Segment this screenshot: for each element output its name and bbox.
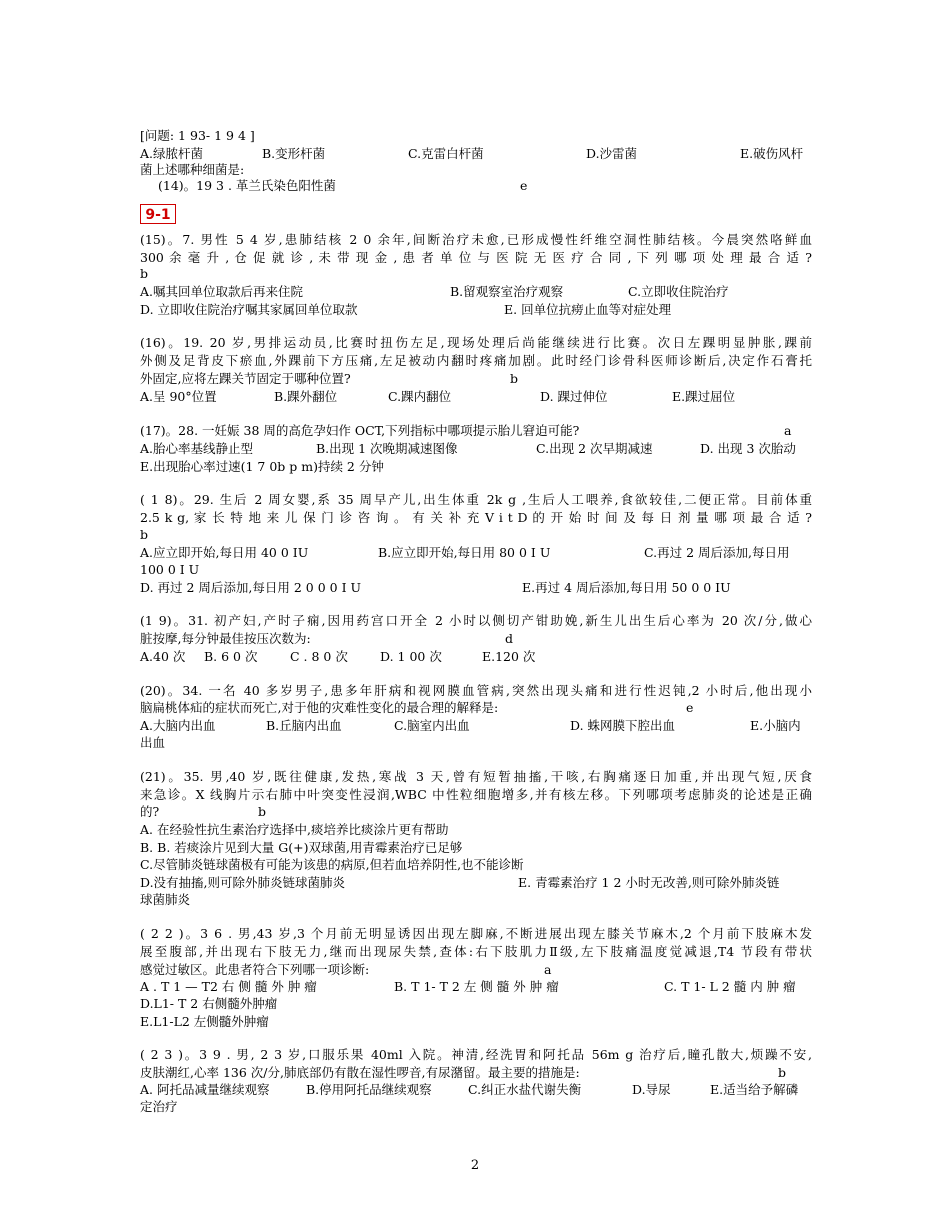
q18-option-c: C.再过 2 周后添加,每日用 — [644, 545, 790, 560]
q18-option-b: B.应立即开始,每日用 80 0 I U — [378, 545, 551, 560]
q17-option-c: C.出现 2 次早期减速 — [536, 441, 653, 456]
q22-option-b: B. T 1- T 2 左 侧 髓 外 肿 瘤 — [394, 979, 559, 994]
q23-option-b: B.停用阿托品继续观察 — [306, 1082, 432, 1097]
q21-option-e-cont: 球菌肺炎 — [140, 892, 191, 907]
q15-stem-line1: (15)。7. 男性 5 4 岁,患肺结核 2 0 余年,间断治疗未愈,已形成慢性纤维空洞性肺结核。今晨突然咯鲜血 — [140, 232, 812, 247]
q20-option-b: B.丘脑内出血 — [266, 718, 342, 733]
q18-stem-line2: 2.5 k g, 家 长 特 地 来 儿 保 门 诊 咨 询 。 有 关 补 充 V i t D 的 开 始 时 间 及 每 日 剂 量 哪 项 最 合 适 ? — [140, 510, 812, 525]
q19-option-b: B. 6 0 次 — [204, 649, 258, 664]
q20-stem-line2: 脑扁桃体疝的症状而死亡,对于他的灾难性变化的最合理的解释是: — [140, 700, 499, 715]
q21-option-a: A. 在经验性抗生素治疗选择中,痰培养比痰涂片更有帮助 — [140, 822, 449, 837]
q20-option-d: D. 蛛网膜下腔出血 — [570, 718, 676, 733]
q193-option-e: E.破伤风杆 — [740, 146, 804, 161]
q20-option-a: A.大脑内出血 — [140, 718, 216, 733]
q16-option-e: E.踝过屈位 — [672, 389, 736, 404]
q23-option-c: C.纠正水盐代谢失衡 — [468, 1082, 582, 1097]
q17-option-e: E.出现胎心率过速(1 7 0b p m)持续 2 分钟 — [140, 459, 384, 474]
q193-option-c: C.克雷白杆菌 — [408, 146, 484, 161]
q18-option-e: E.再过 4 周后添加,每日用 50 0 0 IU — [522, 580, 731, 595]
q21-stem-line3: 的? — [140, 804, 160, 819]
q20-option-e-cont: 出血 — [140, 735, 166, 750]
q15-option-b: B.留观察室治疗观察 — [450, 284, 564, 299]
q21-option-d: D.没有抽搐,则可除外肺炎链球菌肺炎 — [140, 875, 346, 890]
q21-option-e: E. 青霉素治疗 1 2 小时无改善,则可除外肺炎链 — [518, 875, 780, 890]
q22-option-a: A . T 1 — T2 右 侧 髓 外 肿 瘤 — [140, 979, 317, 994]
q19-option-d: D. 1 00 次 — [380, 649, 442, 664]
q19-stem-line1: (1 9)。31. 初产妇,产时子痫,因用药宫口开全 2 小时以侧切产钳助娩,新生儿出生后心率为 20 次/分,做心 — [140, 613, 812, 628]
q193-option-b: B.变形杆菌 — [262, 146, 326, 161]
q21-stem-line2: 来急诊。X 线胸片示右肺中叶突变性浸润,WBC 中性粒细胞增多,并有核左移。下列哪项考虑肺炎的论述是正确 — [140, 787, 812, 802]
q19-option-a: A.40 次 — [140, 649, 186, 664]
q22-option-d: D.L1- T 2 右侧髓外肿瘤 — [140, 996, 278, 1011]
q18-option-a: A.应立即开始,每日用 40 0 IU — [140, 545, 309, 560]
q22-option-e: E.L1-L2 左侧髓外肿瘤 — [140, 1014, 269, 1029]
q22-stem-line3: 感觉过敏区。此患者符合下列哪一项诊断: — [140, 962, 370, 977]
q16-stem-line2: 外侧及足背皮下瘀血,外踝前下方压痛,左足被动内翻时疼痛加剧。此时经门诊骨科医师诊断后,决定作石膏托 — [140, 353, 812, 368]
q18-stem-line1: ( 1 8)。29. 生后 2 周女婴,系 35 周早产儿,出生体重 2k g ,生后人工喂养,食欲较佳,二便正常。目前体重 — [140, 492, 812, 507]
q19-option-c: C . 8 0 次 — [290, 649, 348, 664]
q20-option-c: C.脑室内出血 — [394, 718, 470, 733]
q23-answer: b — [778, 1065, 787, 1080]
q15-stem-line2: 300 余 毫 升 , 仓 促 就 诊 , 未 带 现 金 , 患 者 单 位 与 医 院 无 医 疗 合 同 , 下 列 哪 项 处 理 最 合 适 ? — [140, 250, 812, 265]
q17-stem-line1: (17)。28. 一妊娠 38 周的高危孕妇作 OCT,下列指标中哪项提示胎儿窘迫可能? — [140, 423, 580, 438]
section-badge: 9-1 — [140, 204, 176, 224]
q16-answer: b — [510, 371, 519, 386]
page-number: 2 — [470, 1158, 480, 1173]
q23-option-a: A. 阿托品减量继续观察 — [140, 1082, 270, 1097]
q16-option-c: C.踝内翻位 — [388, 389, 452, 404]
q23-option-e: E.适当给予解磷 — [710, 1082, 799, 1097]
q15-option-e: E. 回单位抗痨止血等对症处理 — [504, 302, 672, 317]
q23-option-d: D.导尿 — [632, 1082, 671, 1097]
q16-option-b: B.踝外翻位 — [274, 389, 338, 404]
q15-answer: b — [140, 266, 149, 281]
q22-stem-line1: ( 2 2 )。3 6 . 男,43 岁,3 个月前无明显诱因出现左脚麻,不断进展出现左膝关节麻木,2 个月前下肢麻木发 — [140, 926, 812, 941]
q193-option-d: D.沙雷菌 — [586, 146, 638, 161]
q18-option-c-cont: 100 0 I U — [140, 562, 200, 577]
q17-option-b: B.出现 1 次晚期减速图像 — [316, 441, 458, 456]
q193-continuation: 菌上述哪种细菌是: — [140, 162, 245, 177]
q15-option-d: D. 立即收住院治疗嘱其家属回单位取款 — [140, 302, 358, 317]
q15-option-a: A.嘱其回单位取款后再来住院 — [140, 284, 304, 299]
q20-stem-line1: (20)。34. 一名 40 多岁男子,患多年肝病和视网膜血管病,突然出现头痛和进行性迟钝,2 小时后,他出现小 — [140, 683, 812, 698]
q16-option-d: D. 踝过伸位 — [540, 389, 608, 404]
q21-option-c: C.尽管肺炎链球菌极有可能为该患的病原,但若血培养阴性,也不能诊断 — [140, 857, 524, 872]
q22-answer: a — [544, 962, 552, 977]
q22-option-c: C. T 1- L 2 髓 内 肿 瘤 — [664, 979, 796, 994]
q23-stem-line1: ( 2 3 )。3 9 . 男, 2 3 岁,口服乐果 40ml 入院。神清,经洗胃和阿托品 56m g 治疗后,瞳孔散大,烦躁不安, — [140, 1047, 812, 1062]
q17-answer: a — [784, 423, 792, 438]
q19-answer: d — [505, 631, 514, 646]
q17-option-a: A.胎心率基线静止型 — [140, 441, 254, 456]
q19-option-e: E.120 次 — [482, 649, 536, 664]
q18-answer: b — [140, 527, 149, 542]
q193-header: [问题: 1 93- 1 9 4 ] — [140, 128, 255, 143]
q23-stem-line2: 皮肤潮红,心率 136 次/分,肺底部仍有散在湿性啰音,有尿潴留。最主要的措施是: — [140, 1065, 580, 1080]
q22-stem-line2: 展至腹部,并出现右下肢无力,继而出现尿失禁,查体:右下肢肌力Ⅱ级,左下肢痛温度觉减退,T4 节段有带状 — [140, 944, 812, 959]
q21-stem-line1: (21)。35. 男,40 岁,既往健康,发热,寒战 3 天,曾有短暂抽搐,干咳,右胸痛逐日加重,并出现气短,厌食 — [140, 769, 812, 784]
q193-subquestion: (14)。19 3 . 革兰氏染色阳性菌 — [158, 178, 336, 193]
q21-option-b: B. B. 若痰涂片见到大量 G(+)双球菌,用青霉素治疗已足够 — [140, 840, 463, 855]
q16-stem-line1: (16)。19. 20 岁,男排运动员,比赛时扭伤左足,现场处理后尚能继续进行比赛。次日左踝明显肿胀,踝前 — [140, 335, 812, 350]
q21-answer: b — [258, 804, 267, 819]
q193-answer: e — [520, 178, 528, 193]
q16-stem-line3: 外固定,应将左踝关节固定于哪种位置? — [140, 371, 351, 386]
q20-option-e: E.小脑内 — [750, 718, 801, 733]
q20-answer: e — [686, 700, 694, 715]
q23-option-e-cont: 定治疗 — [140, 1099, 178, 1114]
q193-option-a: A.绿脓杆菌 — [140, 146, 204, 161]
q19-stem-line2: 脏按摩,每分钟最佳按压次数为: — [140, 631, 311, 646]
q17-option-d: D. 出现 3 次胎动 — [700, 441, 796, 456]
q15-option-c: C.立即收住院治疗 — [628, 284, 729, 299]
q16-option-a: A.呈 90°位置 — [140, 389, 217, 404]
q18-option-d: D. 再过 2 周后添加,每日用 2 0 0 0 I U — [140, 580, 362, 595]
